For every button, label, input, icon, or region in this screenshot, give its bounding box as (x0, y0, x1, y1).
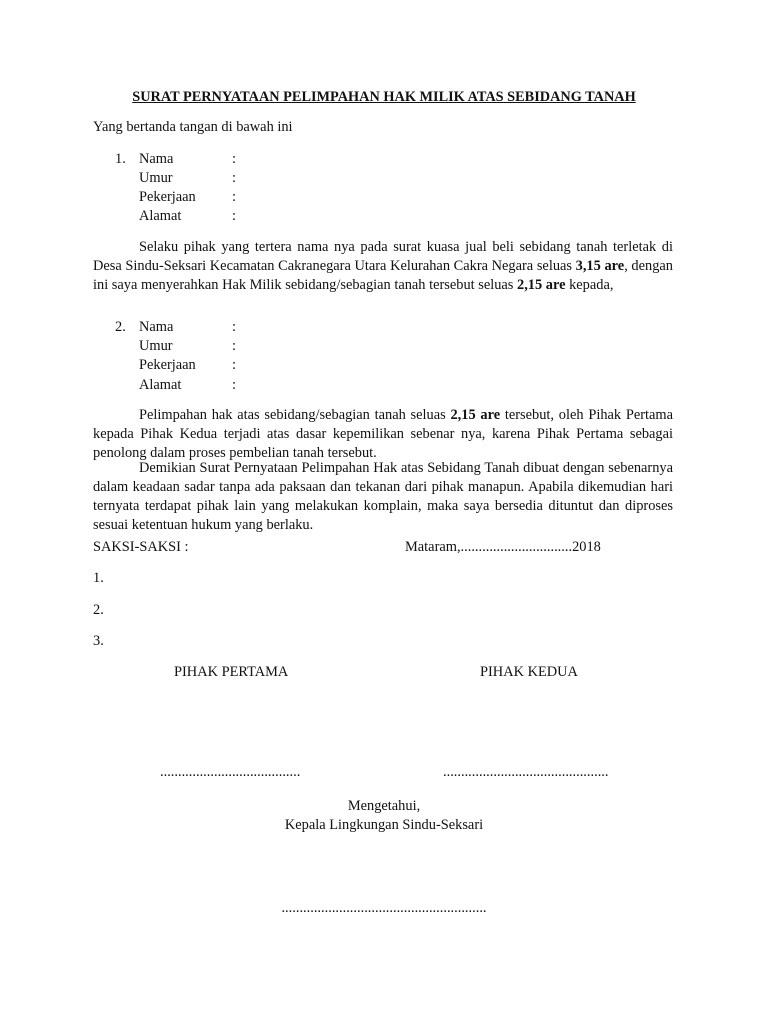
paragraph-declaration: Demikian Surat Pernyataan Pelimpahan Hak atas Sebidang Tanah dibuat dengan sebenarnya dalam keadaan sadar tanpa ada paksaan dan tekanan dari pihak manapun. Apabila dikemudian hari ternyata terdapat pihak lain yang melakukan komplain, maka saya bersedia dituntut dan diproses sesuai ketentuan hukum yang berlaku. (93, 460, 673, 533)
party-1-number: 1. (115, 151, 126, 167)
para2-text-2: tersebut, oleh Pihak Pertama kepada Pihak Kedua terjadi atas dasar kepemilikan sebenar nya, karena Pihak Pertama sebagai penolong dalam proses pembelian tanah tersebut. (93, 407, 674, 461)
party-1-job-label: Pekerjaan (139, 189, 196, 205)
para1-area-transferred: 2,15 are (517, 277, 566, 293)
witness-1: 1. (93, 570, 104, 586)
party-1-age-label: Umur (139, 170, 173, 186)
para1-text-1: Selaku pihak yang tertera nama nya pada surat kuasa jual beli sebidang tanah terletak di Desa Sindu-Seksari Kecamatan Cakranegara Utara Kelurahan Cakra Negara seluas (93, 239, 673, 274)
second-party-label: PIHAK KEDUA (480, 664, 578, 680)
neighborhood-head-title: Kepala Lingkungan Sindu-Seksari (284, 817, 484, 833)
party-1-name-colon: : (232, 151, 236, 167)
party-1-address-label: Alamat (139, 208, 182, 224)
para2-area: 2,15 are (450, 407, 501, 423)
witnesses-label: SAKSI-SAKSI : (93, 539, 189, 555)
para1-area-total: 3,15 are (575, 258, 625, 274)
party-2-number: 2. (115, 319, 126, 335)
first-party-signature-line: ....................................... (160, 764, 301, 780)
document-title: SURAT PERNYATAAN PELIMPAHAN HAK MILIK ATAS SEBIDANG TANAH (132, 89, 636, 105)
party-2-job-label: Pekerjaan (139, 357, 196, 373)
para1-text-3: kepada, (565, 277, 614, 293)
party-1-address-colon: : (232, 208, 236, 224)
party-2-age-colon: : (232, 338, 236, 354)
party-2-address-label: Alamat (139, 377, 182, 393)
party-1-age-colon: : (232, 170, 236, 186)
witness-2: 2. (93, 602, 104, 618)
party-2-address-colon: : (232, 377, 236, 393)
neighborhood-head-signature-line: ......................................................... (281, 900, 487, 916)
party-2-job-colon: : (232, 357, 236, 373)
para2-text-1: Pelimpahan hak atas sebidang/sebagian tanah seluas (139, 407, 451, 423)
intro-text: Yang bertanda tangan di bawah ini (93, 119, 293, 135)
party-2-age-label: Umur (139, 338, 173, 354)
paragraph-transfer-reason (93, 406, 673, 463)
party-2-name-label: Nama (139, 319, 174, 335)
second-party-signature-line: .............................................. (443, 764, 609, 780)
para1-text-2: , dengan ini saya menyerahkan Hak Milik sebidang/sebagian tanah tersebut seluas (93, 258, 673, 293)
party-1-job-colon: : (232, 189, 236, 205)
paragraph-transfer-statement (93, 238, 673, 295)
party-1-name-label: Nama (139, 151, 174, 167)
first-party-label: PIHAK PERTAMA (174, 664, 289, 680)
acknowledged-label: Mengetahui, (347, 798, 421, 814)
witness-3: 3. (93, 633, 104, 649)
place-date: Mataram,...............................2018 (405, 539, 601, 555)
party-2-name-colon: : (232, 319, 236, 335)
